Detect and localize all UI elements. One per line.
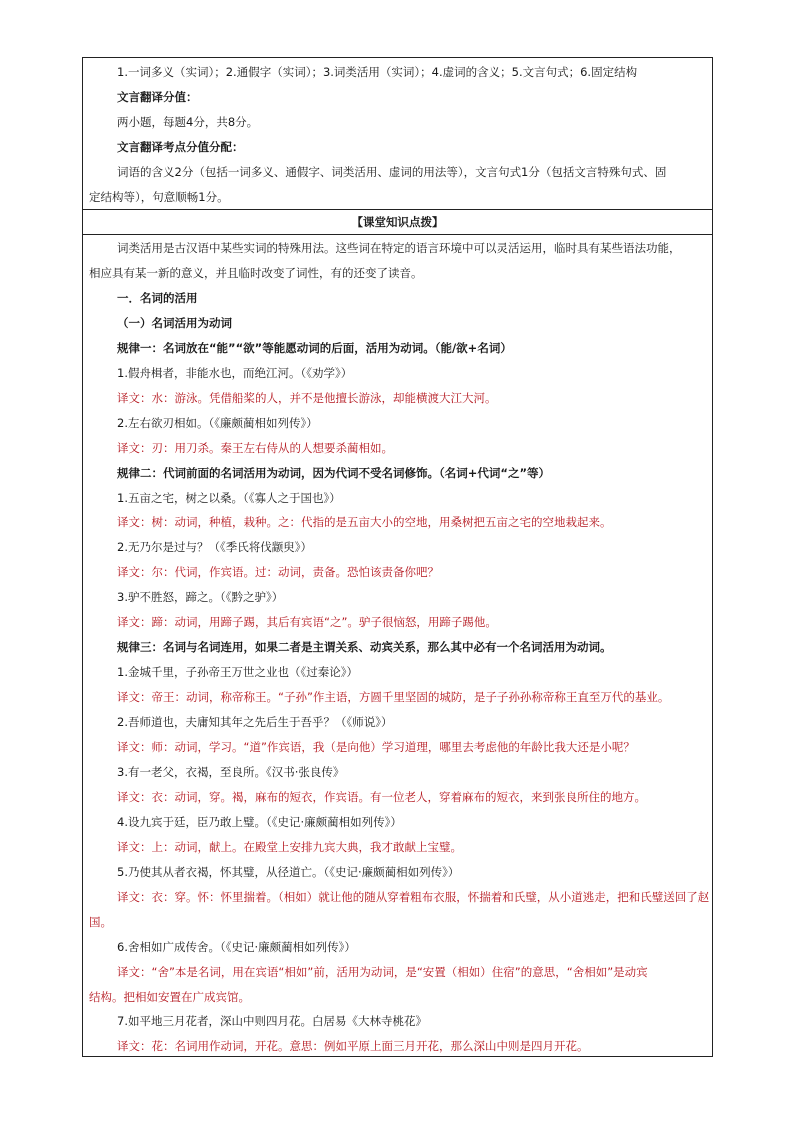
translation-line: 译文：水：游泳。凭借船桨的人，并不是他擅长游泳，却能横渡大江大河。	[117, 390, 497, 405]
translation-line: 译文：尔：代词，作宾语。过：动词，责备。恐怕该责备你吧？	[117, 565, 439, 580]
translation-line: 译文：帝王：动词，称帝称王。“子孙”作主语，方圆千里坚固的城防，是子子孙孙称帝称王直至万代的基业。	[117, 690, 670, 705]
translation-line: 译文：花：名词用作动词，开花。意思：例如平原上面三月开花，那么深山中则是四月开花。	[117, 1039, 589, 1054]
translation-line: 结构。把相如安置在广成宾馆。	[89, 989, 250, 1004]
text-line: 文言翻译考点分值分配：	[117, 140, 244, 154]
text-line: 6.舍相如广成传舍。（《史记·廉颇蔺相如列传》）	[117, 939, 356, 954]
translation-line: 译文：蹄：动词，用蹄子踢，其后有宾语“之”。驴子很恼怒，用蹄子踢他。	[117, 615, 497, 630]
translation-line: 译文：上：动词，献上。在殿堂上安排九宾大典，我才敢献上宝璧。	[117, 839, 462, 854]
knowledge-body-section	[83, 235, 712, 1058]
text-line: 1.假舟楫者，非能水也，而绝江河。（《劝学》）	[117, 365, 353, 380]
text-line: 1.金城千里，子孙帝王万世之业也（《过秦论》）	[117, 665, 358, 680]
section-title: 【课堂知识点拨】	[351, 215, 444, 229]
rule-heading: 规律一：名词放在“能”“欲”等能愿动词的后面，活用为动词。（能/欲+名词）	[117, 340, 512, 355]
exam-points-section	[83, 58, 712, 210]
text-line: 词类活用是古汉语中某些实词的特殊用法。这些词在特定的语言环境中可以灵活运用，临时具有某些语法功能，	[117, 241, 681, 255]
rule-heading: （一）名词活用为动词	[117, 315, 232, 330]
translation-line: 译文：刃：用刀杀。秦王左右侍从的人想要杀蔺相如。	[117, 440, 393, 455]
text-line: 2.吾师道也，夫庸知其年之先后生于吾乎？（《师说》）	[117, 715, 393, 730]
rule-heading: 规律二：代词前面的名词活用为动词，因为代词不受名词修饰。（名词+代词“之”等）	[117, 465, 550, 480]
text-line: 2.无乃尔是过与？（《季氏将伐颛臾》）	[117, 540, 312, 555]
translation-line: 译文：师：动词，学习。“道”作宾语，我（是向他）学习道理，哪里去考虑他的年龄比我大还是小呢？	[117, 740, 635, 754]
text-line: 两小题，每题4分，共8分。	[117, 115, 259, 129]
rule-heading: 一．名词的活用	[117, 290, 198, 305]
translation-line: 译文：衣：动词，穿。褐，麻布的短衣，作宾语。有一位老人，穿着麻布的短衣，来到张良所住的地方。	[117, 789, 646, 804]
translation-line: 国。	[89, 914, 112, 929]
text-line: 定结构等），句意顺畅1分。	[89, 190, 229, 204]
section-header-row	[83, 210, 712, 235]
text-line: 5.乃使其从者衣褐，怀其璧，从径道亡。（《史记·廉颇蔺相如列传》）	[117, 864, 460, 879]
text-line: 2.左右欲刃相如。（《廉颇蔺相如列传》）	[117, 415, 318, 430]
text-line: 词语的含义2分（包括一词多义、通假字、词类活用、虚词的用法等），文言句式1分（包括文言特殊句式、固	[117, 165, 667, 179]
text-line: 3.有一老父，衣褐，至良所。《汉书·张良传》	[117, 764, 345, 779]
text-line: 7.如平地三月花者，深山中则四月花。白居易《大林寺桃花》	[117, 1014, 427, 1029]
translation-line: 译文：衣：穿。怀：怀里揣着。（相如）就让他的随从穿着粗布衣服，怀揣着和氏璧，从小道逃走，把和氏璧送回了赵	[117, 889, 710, 904]
text-line: 1.五亩之宅，树之以桑。（《寡人之于国也》）	[117, 490, 341, 505]
text-line: 3.驴不胜怒，蹄之。（《黔之驴》）	[117, 590, 284, 605]
text-line: 4.设九宾于廷，臣乃敢上璧。（《史记·廉颇蔺相如列传》）	[117, 814, 402, 829]
translation-line: 译文：“舍”本是名词，用在宾语“相如”前，活用为动词，是“安置（相如）住宿”的意思，“舍相如”是动宾	[117, 964, 648, 979]
document-table	[82, 57, 713, 1057]
translation-line: 译文：树：动词，种植，栽种。之：代指的是五亩大小的空地，用桑树把五亩之宅的空地栽起来。	[117, 515, 612, 530]
text-line: 相应具有某一新的意义，并且临时改变了词性，有的还变了读音。	[89, 265, 423, 280]
rule-heading: 规律三：名词与名词连用，如果二者是主谓关系、动宾关系，那么其中必有一个名词活用为动词。	[117, 640, 612, 655]
text-line: 1.一词多义（实词）；2.通假字（实词）；3.词类活用（实词）；4.虚词的含义；5.文言句式；6.固定结构	[117, 65, 638, 79]
text-line: 文言翻译分值：	[117, 90, 198, 104]
